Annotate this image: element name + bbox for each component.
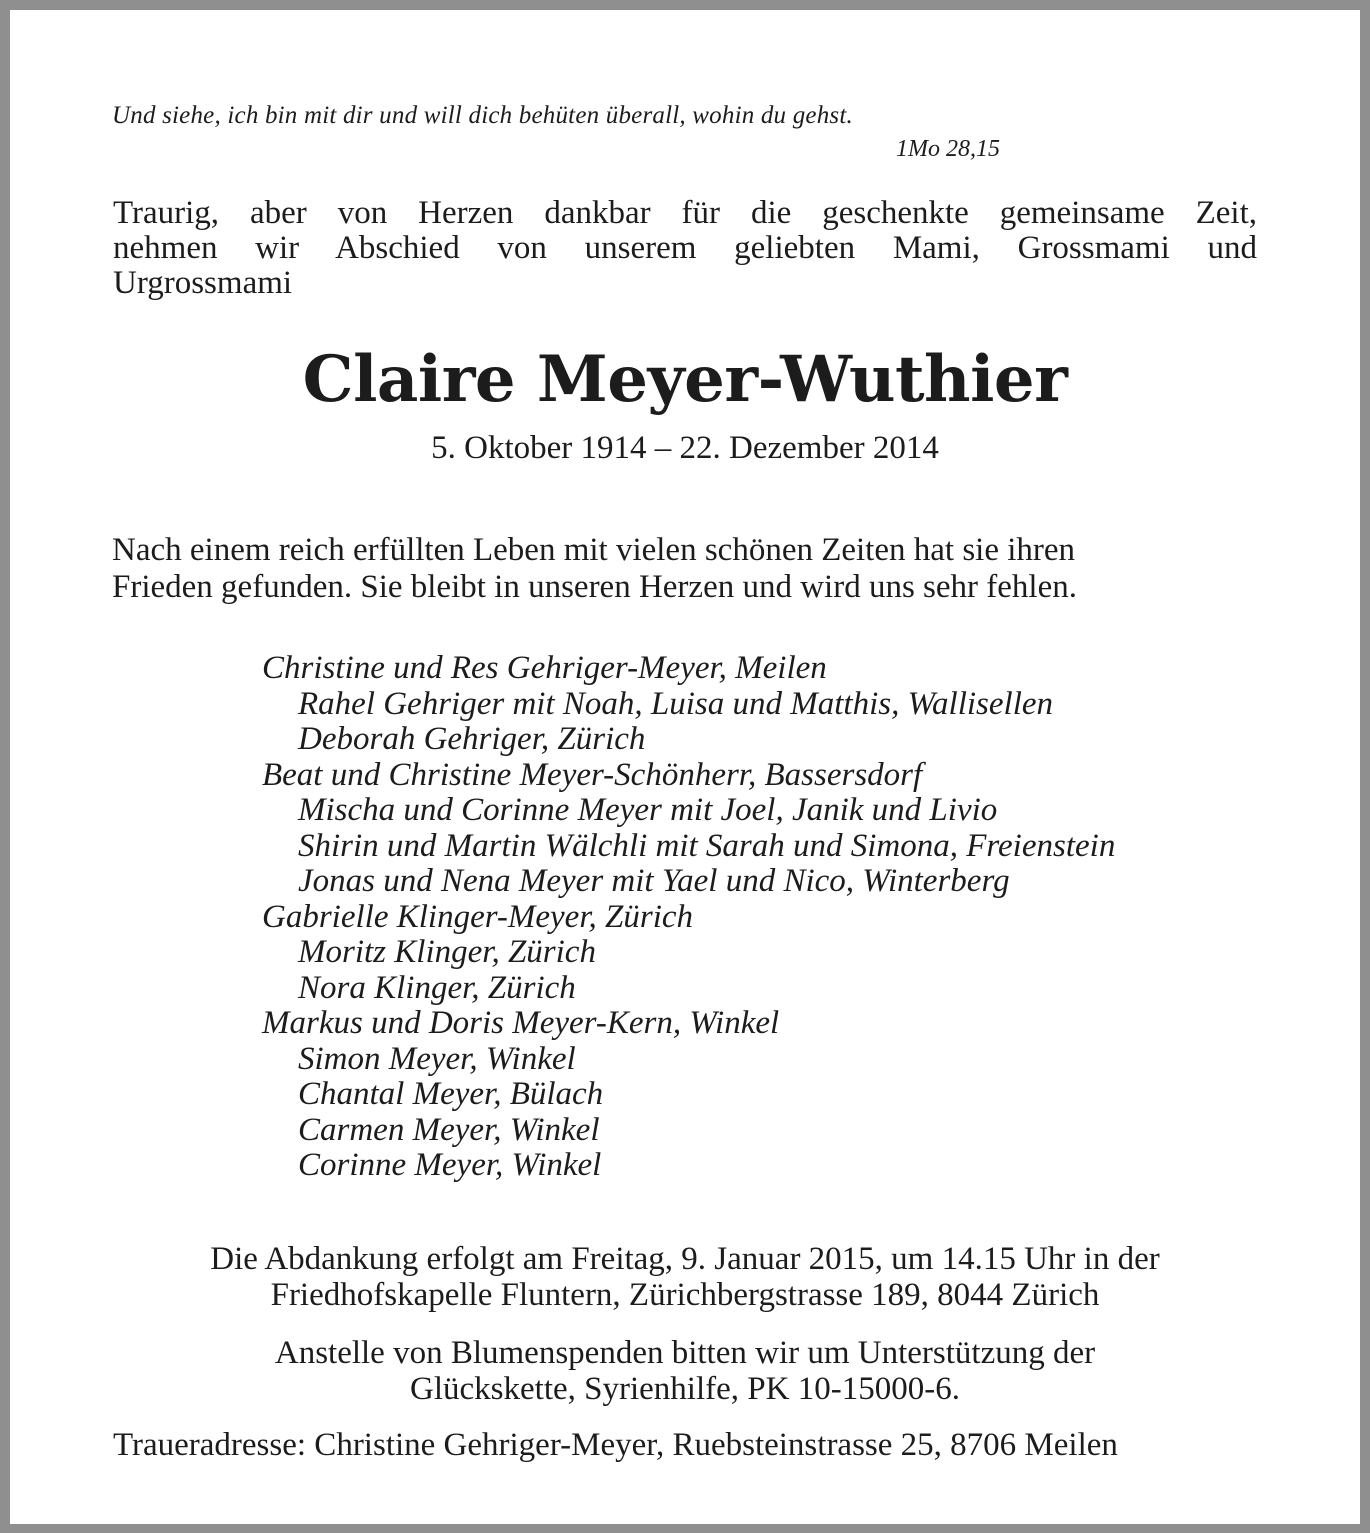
family-member: Nora Klinger, Zürich	[298, 969, 576, 1006]
family-member: Moritz Klinger, Zürich	[298, 934, 596, 970]
deceased-name: Claire Meyer-Wuthier	[302, 342, 1068, 417]
bible-verse: Und siehe, ich bin mit dir und will dich behüten überall, wohin du gehst.	[112, 102, 853, 129]
family-member: Mischa und Corinne Meyer mit Joel, Janik und Livio	[298, 792, 998, 828]
family-member: Shirin und Martin Wälchli mit Sarah und Simona, Freienstein	[298, 827, 1116, 864]
family-member: Beat und Christine Meyer-Schönherr, Bassersdorf	[262, 756, 923, 793]
service-line: Die Abdankung erfolgt am Freitag, 9. Januar 2015, um 14.15 Uhr in der	[210, 1241, 1160, 1277]
service-info	[10, 1241, 1360, 1313]
family-member: Rahel Gehriger mit Noah, Luisa und Matthis, Wallisellen	[298, 685, 1054, 722]
donation-line: Anstelle von Blumenspenden bitten wir um Unterstützung der	[274, 1335, 1096, 1371]
intro-line: Urgrossmami	[113, 265, 293, 301]
family-member: Jonas und Nena Meyer mit Yael und Nico, Winterberg	[298, 863, 1010, 899]
intro-paragraph	[113, 196, 1257, 301]
tribute-paragraph	[112, 532, 1272, 606]
family-member: Markus und Doris Meyer-Kern, Winkel	[262, 1005, 780, 1041]
intro-line: Traurig, aber von Herzen dankbar für die geschenkte gemeinsame Zeit,	[113, 195, 1257, 231]
family-member: Carmen Meyer, Winkel	[298, 1111, 600, 1148]
verse-reference: 1Mo 28,15	[896, 136, 1000, 162]
family-member: Chantal Meyer, Bülach	[298, 1076, 604, 1112]
family-member: Deborah Gehriger, Zürich	[298, 721, 646, 757]
family-member: Simon Meyer, Winkel	[298, 1040, 576, 1077]
family-list	[262, 651, 1115, 1184]
donation-line: Glückskette, Syrienhilfe, PK 10-15000-6.	[410, 1371, 960, 1407]
family-member: Gabrielle Klinger-Meyer, Zürich	[262, 898, 694, 935]
mourning-address: Traueradresse: Christine Gehriger-Meyer, Ruebsteinstrasse 25, 8706 Meilen	[113, 1427, 1118, 1463]
service-line: Friedhofskapelle Fluntern, Zürichbergstrasse 189, 8044 Zürich	[270, 1277, 1100, 1313]
life-dates: 5. Oktober 1914 – 22. Dezember 2014	[431, 430, 939, 466]
tribute-line: Nach einem reich erfüllten Leben mit vielen schönen Zeiten hat sie ihren	[112, 532, 1076, 568]
family-member: Christine und Res Gehriger-Meyer, Meilen	[262, 650, 827, 686]
tribute-line: Frieden gefunden. Sie bleibt in unseren Herzen und wird uns sehr fehlen.	[112, 569, 1077, 605]
donation-info	[10, 1335, 1360, 1407]
obituary-notice	[10, 10, 1360, 1524]
family-member: Corinne Meyer, Winkel	[298, 1147, 602, 1183]
intro-line: nehmen wir Abschied von unserem geliebten Mami, Grossmami und	[113, 230, 1257, 266]
